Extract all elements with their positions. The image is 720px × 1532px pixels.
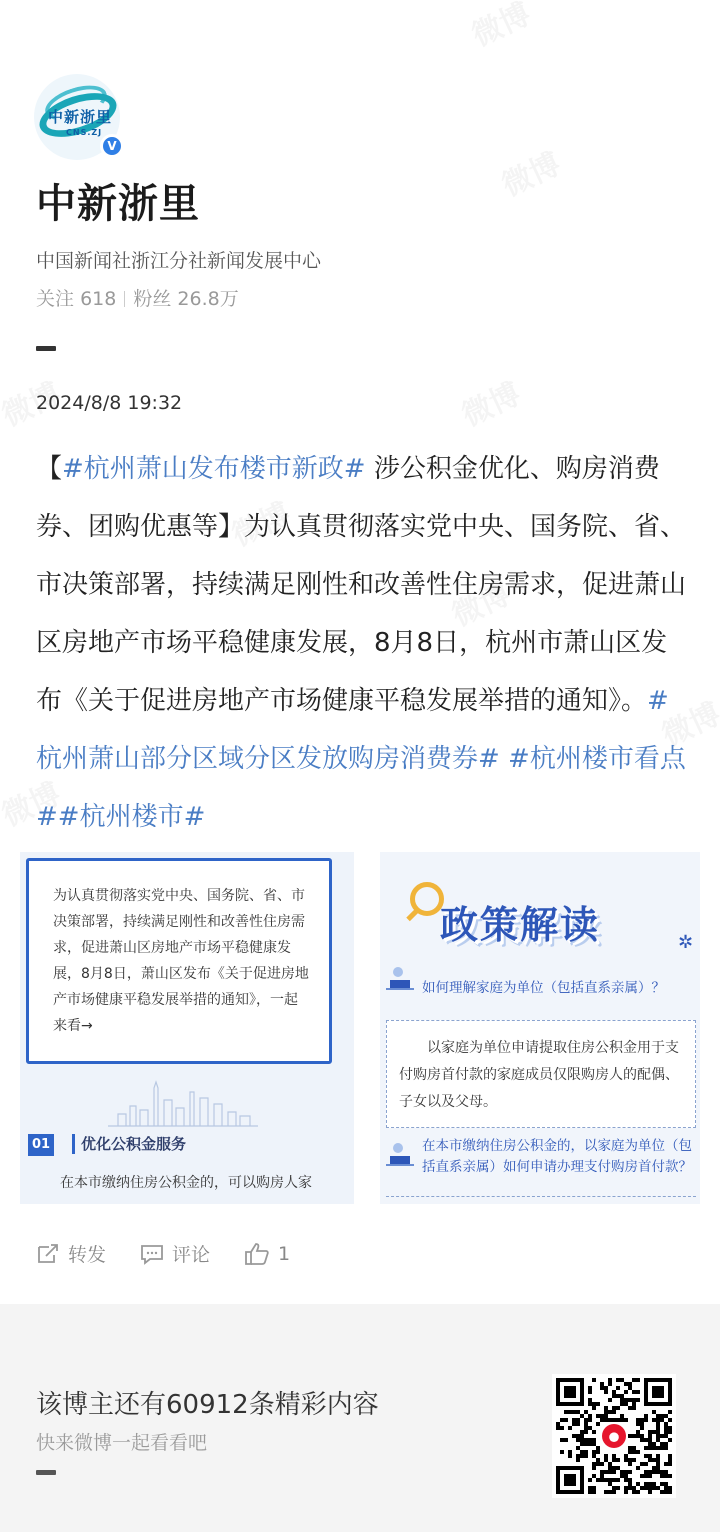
fans-count: 26.8万 [177, 288, 239, 310]
avatar-logo-text: 中新浙里 [48, 108, 113, 126]
laptop-icon [384, 966, 416, 992]
laptop-icon [384, 1142, 416, 1168]
like-count: 1 [278, 1242, 291, 1265]
footer-dash [36, 1470, 56, 1475]
post-image-2[interactable] [380, 852, 700, 1204]
hashtag-link[interactable]: #杭州萧山发布楼市新政# [62, 454, 366, 484]
comment-button[interactable] [140, 1240, 210, 1267]
gear-icon: ✲ [678, 932, 694, 953]
follow-label: 关注 [36, 288, 75, 310]
follow-count: 618 [80, 288, 117, 310]
avatar[interactable] [34, 74, 124, 160]
comment-icon [140, 1243, 164, 1265]
answer-1: 以家庭为单位申请提取住房公积金用于支付购房首付款的家庭成员仅限购房人的配偶、子女以及父母。 [386, 1020, 696, 1128]
stats-divider [124, 291, 125, 307]
post-image-1[interactable] [20, 852, 354, 1204]
image-card-text: 为认真贯彻落实党中央、国务院、省、市决策部署，持续满足刚性和改善性住房需求，促进萧山区房地产市场平稳健康发展，8月8日，萧山区发布《关于促进房地产市场健康平稳发展举措的通知》，一起来看→ [26, 858, 332, 1064]
repost-icon [36, 1243, 60, 1265]
watermark [464, 0, 537, 55]
avatar-logo-sub: CNS.ZJ [66, 128, 103, 137]
like-button[interactable] [244, 1240, 290, 1267]
post-body: 涉公积金优化、购房消费券、团购优惠等】为认真贯彻落实党中央、国务院、省、市决策部署，持续满足刚性和改善性住房需求，促进萧山区房地产市场平稳健康发展，8月8日，杭州市萧山区发布《关于促进房地产市场健康平稳发展举措的通知》。 [36, 454, 687, 716]
profile-description: 中国新闻社浙江分社新闻发展中心 [36, 250, 322, 272]
qr-code-icon [556, 1378, 672, 1494]
section-number: 01 [28, 1134, 54, 1156]
profile-stats [36, 284, 239, 311]
repost-label: 转发 [68, 1244, 107, 1266]
hashtag-link[interactable]: #杭州楼市# [57, 802, 206, 832]
hashtag-link[interactable]: #杭州楼市看点# [36, 744, 686, 832]
profile-name[interactable]: 中新浙里 [36, 181, 200, 227]
footer-subtitle: 快来微博一起看看吧 [36, 1432, 208, 1454]
verified-badge-icon: V [100, 134, 124, 158]
watermark [494, 139, 567, 204]
post-timestamp: 2024/8/8 19:32 [36, 392, 183, 414]
section-title: 优化公积金服务 [72, 1134, 186, 1154]
post-images [20, 852, 700, 1204]
divider-dash [36, 346, 56, 351]
footer-promo [0, 1304, 720, 1532]
hashtag-link[interactable]: #杭州萧山部分区域分区发放购房消费券# [36, 686, 669, 774]
post-text [36, 440, 688, 846]
qr-code[interactable] [552, 1374, 676, 1498]
answer-2-border [386, 1196, 696, 1204]
footer-title: 该博主还有60912条精彩内容 [36, 1390, 379, 1420]
post-bracket: 【 [36, 454, 63, 484]
watermark [454, 369, 527, 434]
question-2: 在本市缴纳住房公积金的，以家庭为单位（包括直系亲属）如何申请办理支付购房首付款？ [422, 1138, 692, 1175]
thumbs-up-icon [244, 1242, 270, 1266]
magnifier-handle-icon [406, 908, 419, 921]
repost-button[interactable] [36, 1240, 106, 1267]
image-banner: 政策解读 [440, 903, 601, 947]
action-bar [36, 1240, 324, 1267]
fans-label: 粉丝 [133, 288, 172, 310]
skyline-illustration [108, 1080, 258, 1128]
comment-label: 评论 [172, 1244, 211, 1266]
section-body: 在本市缴纳住房公积金的，可以购房人家 [60, 1175, 312, 1191]
question-1: 如何理解家庭为单位（包括直系亲属）？ [422, 980, 665, 996]
